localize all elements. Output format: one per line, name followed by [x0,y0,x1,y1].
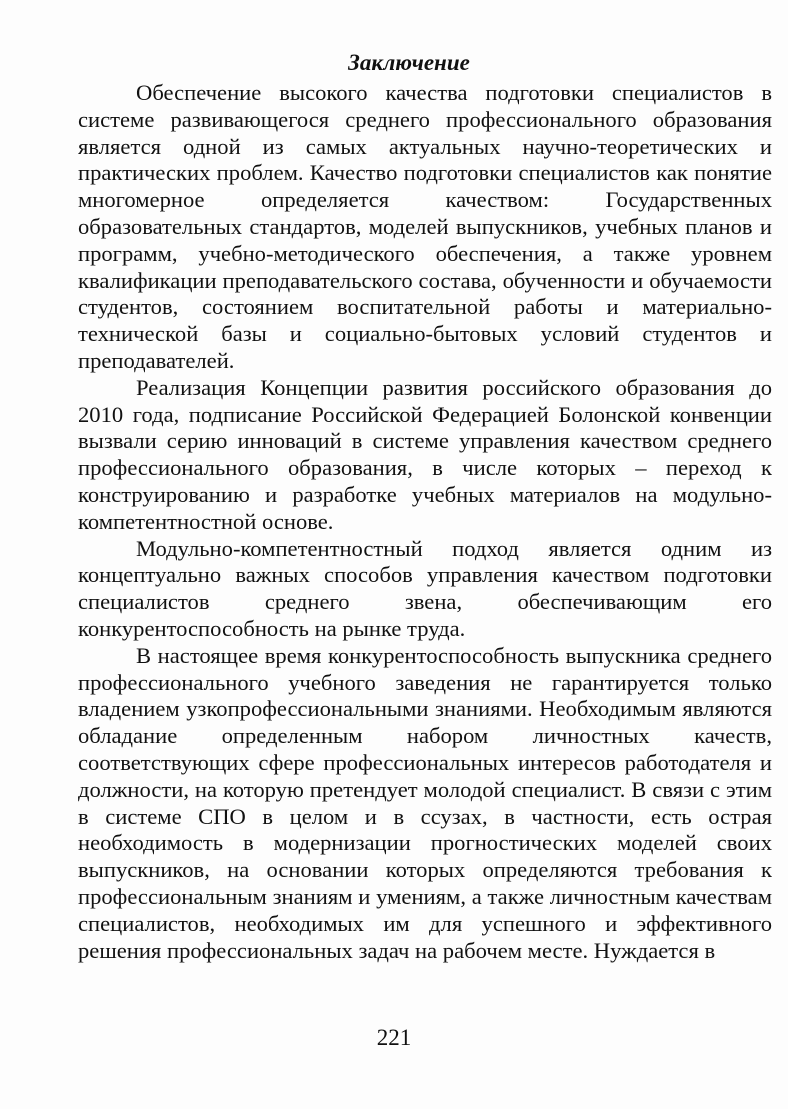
page-title: Заключение [348,50,470,75]
paragraph-4: В настоящее время конкурентоспособность выпускника среднего профессионального учебного заведения не гарантируется только владением узкопрофессиональными знаниями. Необходимым являются обладание определенным набором личностных качеств, соответствующих сфере профессиональных интересов работодателя и должности, на которую претендует молодой специалист. В связи с этим в системе СПО в целом и в ссузах, в частности, есть острая необходимость в модернизации прогностических моделей своих выпускников, на основании которых определяются требования к профессиональным знаниям и умениям, а также личностным качествам специалистов, необходимых им для успешного и эффективного решения профессиональных задач на рабочем месте. Нуждается в [78,642,772,963]
paragraph-1: Обеспечение высокого качества подготовки специалистов в системе развивающегося среднего профессионального образования является одной из самых актуальных научно-теоретических и практических проблем. Качество подготовки специалистов как понятие многомерное определяется качеством: Государственных образовательных стандартов, моделей выпускников, учебных планов и программ, учебно-методического обеспечения, а также уровнем квалификации преподавательского состава, обученности и обучаемости студентов, состоянием воспитательной работы и материально-технической базы и социально-бытовых условий студентов и преподавателей. [78,80,772,373]
paragraph-3: Модульно-компетентностный подход является одним из концептуально важных способов управления качеством подготовки специалистов среднего звена, обеспечивающим его конкурентоспособность на рынке труда. [78,535,772,641]
paragraph-2: Реализация Концепции развития российского образования до 2010 года, подписание Российской Федерацией Болонской конвенции вызвали серию инноваций в системе управления качеством среднего профессионального образования, в числе которых – переход к конструированию и разработке учебных материалов на модульно-компетентностной основе. [78,374,772,534]
page-number: 221 [376,1025,412,1050]
body-text [78,80,772,964]
